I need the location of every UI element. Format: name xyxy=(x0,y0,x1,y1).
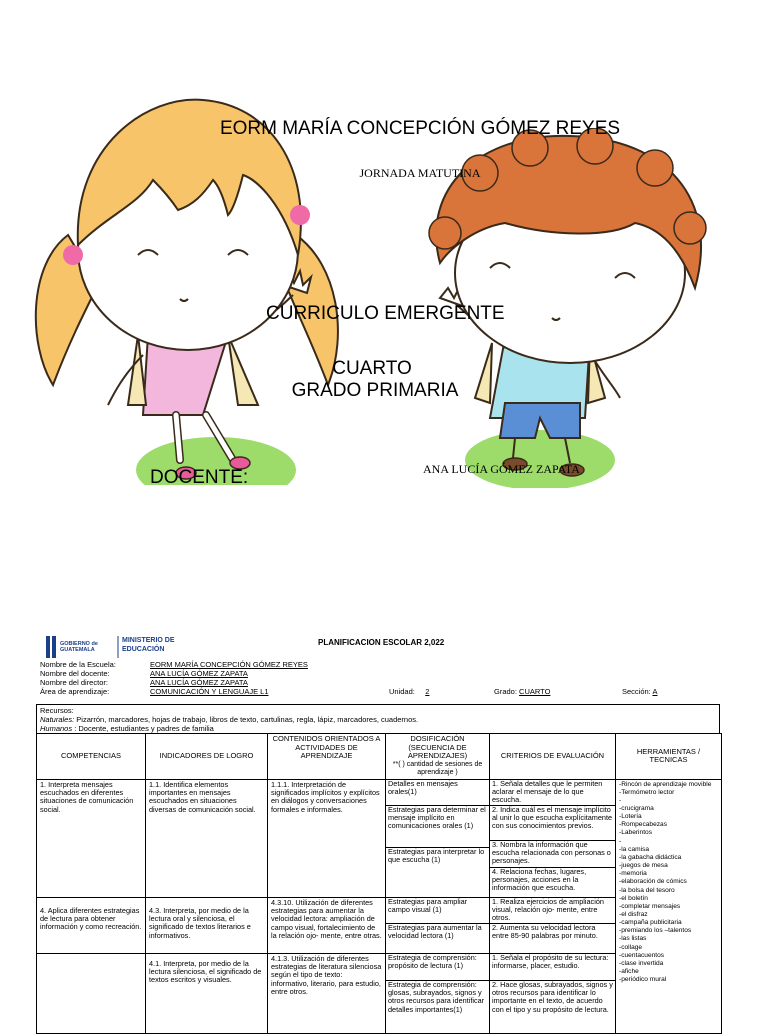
logo-ministry-line2: EDUCACIÓN xyxy=(122,646,165,653)
row3-dos-2: Estrategia de comprensión: glosas, subrayados, signos y otros recursos para identificar detalles importantes(1) xyxy=(388,979,485,1014)
row2-crit-1: 1. Realiza ejercicios de ampliación visual, relación ojo- mente, entre otros. xyxy=(490,898,615,924)
row1-dos-3: Estrategias para interpretar lo que escucha (1) xyxy=(388,846,485,864)
header-contenidos: CONTENIDOS ORIENTADOS A ACTIVIDADES DE APRENDIZAJE xyxy=(268,734,386,780)
row1-indicador: 1.1. Identifica elementos importantes en mensajes escuchados en situaciones diversas de comunicación social. xyxy=(146,779,268,897)
label-section: Sección: xyxy=(622,687,651,696)
tool-list-item: -juegos de mesa xyxy=(619,862,668,870)
tool-list-item: -el disfraz xyxy=(619,911,648,918)
resources-human-label: Humanos xyxy=(40,724,73,733)
row1-crit-4: 4. Relaciona fechas, lugares, personajes, acciones en la información que escucha. xyxy=(492,866,587,893)
logo-ministry-line1: MINISTERIO DE xyxy=(122,637,175,644)
tool-list-item: -afiche xyxy=(619,968,639,976)
cover-school-name: EORM MARÍA CONCEPCIÓN GÓMEZ REYES xyxy=(219,118,621,139)
table-header-row xyxy=(37,734,722,780)
cover-docente-label: DOCENTE: xyxy=(150,467,249,488)
girl-illustration xyxy=(28,85,368,485)
header-criterios: CRITERIOS DE EVALUACIÓN xyxy=(490,734,616,780)
resources-human xyxy=(40,724,716,733)
resources-natural-text: Pizarrón, marcadores, hojas de trabajo, libros de texto, cartulinas, regla, lápiz, marcadores, cuadernos. xyxy=(74,715,419,724)
tool-list-item: -las listas xyxy=(619,935,647,943)
resources-natural-label: Naturales: xyxy=(40,715,75,724)
row3-dos-1: Estrategia de comprensión: propósito de lectura (1) xyxy=(386,954,489,981)
header-dosificacion-title: DOSIFICACIÓN (SECUENCIA DE APRENDIZAJES) xyxy=(407,734,468,760)
row2-dosificacion xyxy=(386,897,490,953)
tool-list-item: -la camisa xyxy=(619,845,650,853)
header-herramientas: HERRAMIENTAS / TECNICAS xyxy=(616,734,722,780)
tool-list-item: -periódico mural xyxy=(619,976,667,984)
row3-criterios xyxy=(490,953,616,1033)
row1-crit-3: 3. Nombra la información que escucha relacionada con personas o personajes. xyxy=(490,841,615,868)
tool-list-item: -Rincón de aprendizaje movible xyxy=(619,780,712,788)
logo-government-text: GOBIERNO de GUATEMALA xyxy=(60,641,98,653)
cover-shift: JORNADA MATUTINA xyxy=(359,166,481,180)
label-director: Nombre del director: xyxy=(40,678,108,687)
tool-list-item: -elaboración de cómics xyxy=(619,878,687,886)
value-section: A xyxy=(652,687,658,696)
tool-list-item: -la bolsa del tesoro xyxy=(619,886,675,894)
row3-crit-2: 2. Hace glosas, subrayados, signos y otros recursos para identificar lo importante en el texto, de acuerdo con el tipo y su propósito de lectura. xyxy=(492,979,613,1014)
resources-natural xyxy=(40,715,716,724)
tool-list-item: -memoria xyxy=(619,870,647,878)
value-director: ANA LUCÍA GÓMEZ ZAPATA xyxy=(150,678,248,687)
row1-criterios xyxy=(490,779,616,897)
row3-competencia xyxy=(37,953,146,1033)
cover-grade-line1: CUARTO xyxy=(332,358,412,379)
ministry-logo xyxy=(44,634,194,660)
row3-indicador: 4.1. Interpreta, por medio de la lectura silenciosa, el significado de textos escritos y visuales. xyxy=(146,953,268,1033)
header-dosificacion xyxy=(386,734,490,780)
cover-grade-line2: GRADO PRIMARIA xyxy=(291,380,459,401)
value-unit: 2 xyxy=(425,687,430,696)
plan-title: PLANIFICACION ESCOLAR 2,022 xyxy=(318,638,445,647)
resources-title: Recursos: xyxy=(40,706,74,715)
row2-criterios xyxy=(490,897,616,953)
info-labels xyxy=(40,660,116,696)
tool-list-item: -Rompecabezas xyxy=(619,821,668,829)
tool-list-item: -collage xyxy=(619,943,643,951)
header-indicadores: INDICADORES DE LOGRO xyxy=(146,734,268,780)
row1-crit-2: 2. Indica cuál es el mensaje implícito al unir lo que escucha explícitamente con sus conocimientos previos. xyxy=(490,806,615,841)
value-school: EORM MARÍA CONCEPCIÓN GÓMEZ REYES xyxy=(150,660,308,669)
row2-contenido: 4.3.10. Utilización de diferentes estrategias para aumentar la velocidad lectora: ampliación de campo visual, fortalecimiento de la relación ojo- mente, entre otras. xyxy=(268,897,386,953)
header-competencias: COMPETENCIAS xyxy=(37,734,146,780)
unit-field xyxy=(389,687,429,696)
tool-list-item: -completar mensajes xyxy=(619,902,681,910)
row1-dos-1: Detalles en mensajes orales(1) xyxy=(386,780,489,806)
row1-contenido: 1.1.1. Interpretación de significados implícitos y explícitos en diálogos y conversaciones formales e informales. xyxy=(268,779,386,897)
label-school: Nombre de la Escuela: xyxy=(40,660,116,669)
row1-dosificacion xyxy=(386,779,490,897)
tool-list-item: - xyxy=(619,837,622,845)
grade-field xyxy=(494,687,550,696)
cover-curriculum: CURRICULO EMERGENTE xyxy=(266,303,505,324)
row2-dos-1: Estrategias para ampliar campo visual (1) xyxy=(386,898,489,924)
row1-competencia: 1. Interpreta mensajes escuchados en diferentes situaciones de comunicación social. xyxy=(37,779,146,897)
label-teacher: Nombre del docente: xyxy=(40,669,110,678)
label-grade: Grado: xyxy=(494,687,517,696)
table-row xyxy=(37,779,722,897)
section-field xyxy=(622,687,657,696)
row2-dos-2: Estrategias para aumentar la velocidad lectora (1) xyxy=(388,922,482,940)
tools-list xyxy=(616,779,722,1033)
row2-crit-2: 2. Aumenta su velocidad lectora entre 85-90 palabras por minuto. xyxy=(492,922,598,940)
row3-crit-1: 1. Señala el propósito de su lectura: informarse, placer, estudio. xyxy=(490,954,615,981)
planning-table xyxy=(36,733,722,1034)
tool-list-item: -Termómetro lector xyxy=(619,788,675,796)
tool-list-item: - xyxy=(619,796,622,804)
tool-list-item: -premiando los –talentos xyxy=(619,927,692,935)
value-grade: CUARTO xyxy=(519,687,551,696)
value-teacher: ANA LUCÍA GÓMEZ ZAPATA xyxy=(150,669,248,678)
row3-dosificacion xyxy=(386,953,490,1033)
tool-list-item: -clase invertida xyxy=(619,959,664,967)
tool-list-item: -Laberintos xyxy=(619,829,652,837)
cover-teacher-name: ANA LUCÍA GÓMEZ ZAPATA xyxy=(423,462,580,476)
row1-crit-1: 1. Señala detalles que le permiten aclarar el mensaje de lo que escucha. xyxy=(490,780,615,806)
header-dosificacion-note: **( ) cantidad de sesiones de aprendizaje ) xyxy=(392,760,483,776)
row1-dos-2: Estrategias para determinar el mensaje implícito en comunicaciones orales (1) xyxy=(386,806,489,848)
resources-human-text: : Docente, estudiantes y padres de familia xyxy=(72,724,214,733)
tool-list-item: -el boletín xyxy=(619,894,648,902)
row3-contenido: 4.1.3. Utilización de diferentes estrategias de literatura silenciosa según el tipo de texto: informativo, literario, para estudio, entre otros. xyxy=(268,953,386,1033)
resources-box xyxy=(36,704,720,734)
label-unit: Unidad: xyxy=(389,687,415,696)
tool-list-item: -campaña publicitaria xyxy=(619,919,682,927)
tool-list-item: -la gabacha didáctica xyxy=(619,853,682,861)
value-area: COMUNICACIÓN Y LENGUAJE L1 xyxy=(150,687,269,696)
row2-competencia: 4. Aplica diferentes estrategias de lectura para obtener información y como recreación. xyxy=(37,897,146,953)
tool-list-item: -Lotería xyxy=(619,813,642,821)
tool-list-item: -cuentacuentos xyxy=(619,951,665,959)
tool-list-item: -crucigrama xyxy=(619,804,654,812)
row2-indicador: 4.3. Interpreta, por medio de la lectura oral y silenciosa, el significado de textos literarios e informativos. xyxy=(146,897,268,953)
info-values xyxy=(150,660,308,696)
label-area: Área de aprendizaje: xyxy=(40,687,110,696)
